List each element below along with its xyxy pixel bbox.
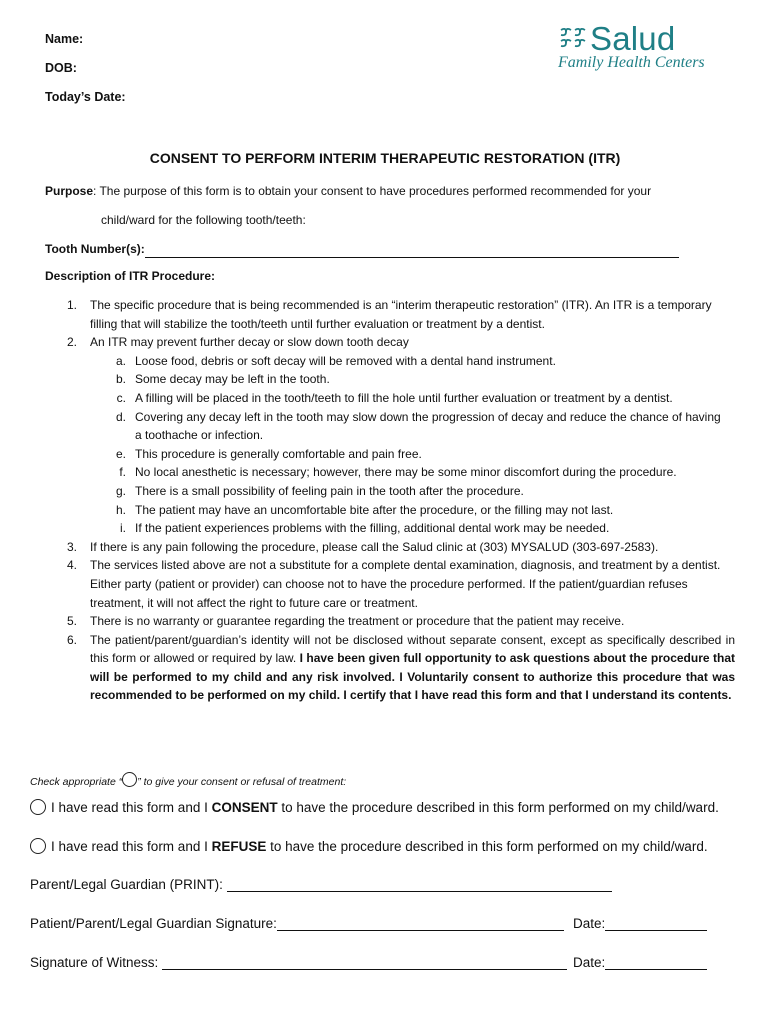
sub-item [45, 501, 735, 520]
consent-option[interactable] [30, 799, 719, 815]
document-title: CONSENT TO PERFORM INTERIM THERAPEUTIC RESTORATION (ITR) [149, 150, 621, 166]
refuse-keyword: REFUSE [211, 839, 267, 854]
item-number: 2. [67, 335, 78, 350]
certification-statement: I have been given full opportunity to ask questions about the procedure that will be performed to my child and any risk involved. I Voluntarily consent to authorize this procedure that was recommended to be performed on my child. I certify that I have read this form and that I understand its contents. [90, 651, 735, 703]
witness-date-row [573, 955, 707, 970]
purpose-text-1: : The purpose of this form is to obtain your consent to have procedures performed recommended for your [93, 184, 652, 198]
sub-item-text: The patient may have an uncomfortable bite after the procedure, or the filling may not last. [135, 502, 614, 517]
sub-item [45, 352, 735, 371]
witness-date-label: Date: [573, 955, 606, 970]
item-text: An ITR may prevent further decay or slow down tooth decay [90, 335, 409, 350]
sub-item-letter: c. [116, 390, 126, 405]
list-item [45, 333, 735, 352]
item-number: 5. [67, 614, 78, 629]
dob-label: DOB: [45, 61, 77, 75]
salud-logo [556, 22, 706, 74]
item-text: The specific procedure that is being recommended is an “interim therapeutic restoration” (ITR). An ITR is a temporary filling that will stabilize the tooth/teeth until further evaluation or treatment by a dentist. [90, 298, 712, 331]
sub-item-letter: a. [115, 353, 126, 368]
logo-brand: Salud [590, 20, 676, 57]
guardian-date-row [573, 916, 707, 931]
item-number: 1. [67, 298, 78, 312]
check-note-before: Check appropriate “ [30, 776, 123, 788]
guardian-date-label: Date: [573, 916, 606, 931]
tooth-number-row [45, 240, 679, 258]
sub-item [45, 519, 735, 538]
sub-item [45, 408, 735, 445]
list-item [45, 538, 735, 557]
sub-item [45, 389, 735, 408]
tooth-number-label: Tooth Number(s): [45, 242, 145, 256]
item-text: The services listed above are not a substitute for a complete dental examination, diagnosis, and treatment by a dentist. Either party (patient or provider) can choose not to have the procedure performed. If the patient/guardian refuses treatment, it will not affect the right to future care or treatment. [90, 558, 721, 610]
purpose-label: Purpose [45, 184, 94, 198]
sub-item-letter: i. [120, 521, 126, 536]
item-number: 4. [67, 558, 78, 573]
check-instruction [30, 772, 346, 788]
refuse-before: I have read this form and I [51, 839, 212, 854]
witness-date-field[interactable] [605, 955, 707, 970]
sub-item [45, 445, 735, 464]
sub-item-text: Covering any decay left in the tooth may slow down the progression of decay and reduce the chance of having a toothache or infection. [135, 409, 721, 443]
tooth-number-field[interactable] [145, 243, 679, 258]
sub-item [45, 482, 735, 501]
procedure-list [45, 296, 735, 705]
sub-item-text: If the patient experiences problems with the filling, additional dental work may be needed. [135, 521, 610, 536]
purpose-text-2: child/ward for the following tooth/teeth: [101, 213, 306, 227]
consent-after: to have the procedure described in this form performed on my child/ward. [277, 800, 719, 815]
item-6-text: The patient/parent/guardian’s identity will not be disclosed without separate consent, except as specifically described in this form or allowed or required by law. [90, 632, 735, 666]
consent-keyword: CONSENT [211, 800, 278, 815]
guardian-print-field[interactable] [227, 877, 612, 892]
sub-item-text: Some decay may be left in the tooth. [135, 372, 330, 387]
salud-logo-mark-icon [558, 26, 588, 50]
sub-item-letter: e. [115, 446, 126, 461]
item-number: 6. [67, 632, 78, 647]
sub-item-letter: h. [115, 502, 126, 517]
consent-radio[interactable] [30, 799, 46, 815]
list-item [45, 296, 735, 333]
item-text: If there is any pain following the procedure, please call the Salud clinic at (303) MYSALUD (303-697-2583). [90, 539, 659, 554]
sub-item-text: No local anesthetic is necessary; however, there may be some minor discomfort during the procedure. [135, 465, 677, 480]
sub-item-letter: b. [115, 372, 126, 387]
witness-signature-field[interactable] [162, 955, 567, 970]
item-number: 3. [67, 539, 78, 554]
guardian-print-row [30, 877, 612, 892]
list-item [45, 631, 735, 705]
list-item [45, 556, 735, 612]
sub-item-text: This procedure is generally comfortable and pain free. [135, 446, 422, 461]
witness-row [30, 955, 567, 970]
name-label: Name: [45, 32, 84, 46]
sub-item-text: There is a small possibility of feeling pain in the tooth after the procedure. [135, 483, 524, 498]
purpose-line-1 [45, 182, 651, 200]
todays-date-label: Today’s Date: [45, 90, 126, 104]
guardian-signature-field[interactable] [277, 916, 564, 931]
consent-before: I have read this form and I [51, 800, 212, 815]
sub-item-text: A filling will be placed in the tooth/teeth to fill the hole until further evaluation or treatment by a dentist. [135, 390, 673, 405]
item-text [81, 631, 735, 705]
check-note-after: ” to give your consent or refusal of treatment: [137, 776, 347, 788]
logo-subtitle: Family Health Centers [558, 54, 705, 71]
description-label: Description of ITR Procedure: [45, 269, 216, 283]
refuse-radio[interactable] [30, 838, 46, 854]
item-text: There is no warranty or guarantee regarding the treatment or procedure that the patient may receive. [90, 614, 625, 629]
sub-item-letter: d. [115, 409, 126, 424]
sub-item [45, 370, 735, 389]
refuse-option[interactable] [30, 838, 708, 854]
sub-item-letter: g. [115, 483, 126, 498]
sub-item-text: Loose food, debris or soft decay will be removed with a dental hand instrument. [135, 353, 556, 368]
guardian-date-field[interactable] [605, 916, 707, 931]
guardian-signature-row [30, 916, 564, 931]
guardian-print-label: Parent/Legal Guardian (PRINT): [30, 877, 223, 892]
list-item [45, 612, 735, 631]
sub-item-letter: f. [119, 465, 126, 480]
refuse-after: to have the procedure described in this form performed on my child/ward. [266, 839, 708, 854]
witness-label: Signature of Witness: [30, 955, 159, 970]
guardian-signature-label: Patient/Parent/Legal Guardian Signature: [30, 916, 277, 931]
sub-item [45, 463, 735, 482]
circle-icon [122, 772, 137, 787]
